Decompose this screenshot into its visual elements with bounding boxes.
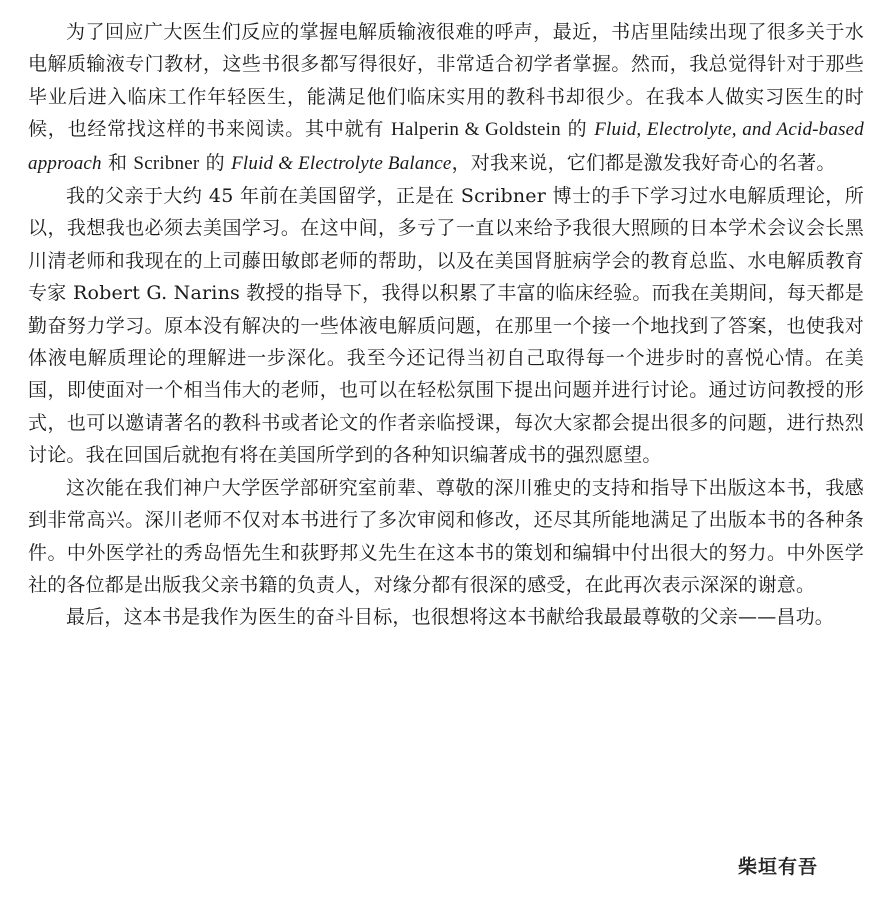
author-signature: 柴垣有吾 [738, 856, 819, 878]
paragraph-3: 这次能在我们神户大学医学部研究室前辈、尊敬的深川雅史的支持和指导下出版这本书，我感到非常高兴。深川老师不仅对本书进行了多次审阅和修改，还尽其所能地满足了出版本书的各种条件。中外医学社的秀岛悟先生和荻野邦义先生在这本书的策划和编辑中付出很大的努力。中外医学社的各位都是出版我父亲书籍的负责人，对缘分都有很深的感受，在此再次表示深深的谢意。 [28, 476, 864, 596]
author-name-scribner: Scribner [133, 152, 200, 174]
book-title-fluid-electrolyte-balance: Fluid & Electrolyte Balance [231, 152, 452, 174]
paragraph-1-text-i: ，对我来说，它们都是激发我好奇心的名著。 [451, 151, 836, 174]
paragraph-1-text-a: 为了回应广大医生们反应的掌握电解质输液很难的呼声，最近，书店里陆续出现了很多关于水电解质输液专门教材，这些书很多都写得很好，非常适合初学者掌握。然而，我总觉得针对于那些毕业后进入临床工作年轻医生，能满足他们临床实用的教科书却很少。在我本人做实习医生的时候，也经常找这样的书来阅读。其中就有 [28, 21, 864, 141]
paragraph-2: 我的父亲于大约 45 年前在美国留学，正是在 Scribner 博士的手下学习过水电解质理论，所以，我想我也必须去美国学习。在这中间，多亏了一直以来给予我很大照顾的日本学术会议会长黑川清老师和我现在的上司藤田敏郎老师的帮助，以及在美国肾脏病学会的教育总监、水电解质教育专家 Robert G. Narins 教授的指导下，我得以积累了丰富的临床经验。而我在美期间，每天都是勤奋努力学习。原本没有解决的一些体液电解质问题，在那里一个接一个地找到了答案，也使我对体液电解质理论的理解进一步深化。我至今还记得当初自己取得每一个进步时的喜悦心情。在美国，即使面对一个相当伟大的老师，也可以在轻松氛围下提出问题并进行讨论。通过访问教授的形式，也可以邀请著名的教科书或者论文的作者亲临授课，每次大家都会提出很多的问题，进行热烈讨论。我在回国后就抱有将在美国所学到的各种知识编著成书的强烈愿望。 [28, 185, 864, 467]
paragraph-4: 最后，这本书是我作为医生的奋斗目标，也很想将这本书献给我最最尊敬的父亲——昌功。 [66, 606, 835, 629]
paragraph-1-text-e: 和 [101, 151, 134, 174]
paragraph-1-text-c: 的 [560, 118, 595, 141]
book-title-fluid-electrolyte-acid: Fluid, Electrolyte, and Acid-based approach [28, 119, 864, 174]
preface-body [28, 16, 864, 634]
paragraph-1 [28, 16, 864, 180]
paragraph-1-text-g: 的 [199, 151, 232, 174]
author-names-halperin-goldstein: Halperin & Goldstein [390, 119, 561, 141]
